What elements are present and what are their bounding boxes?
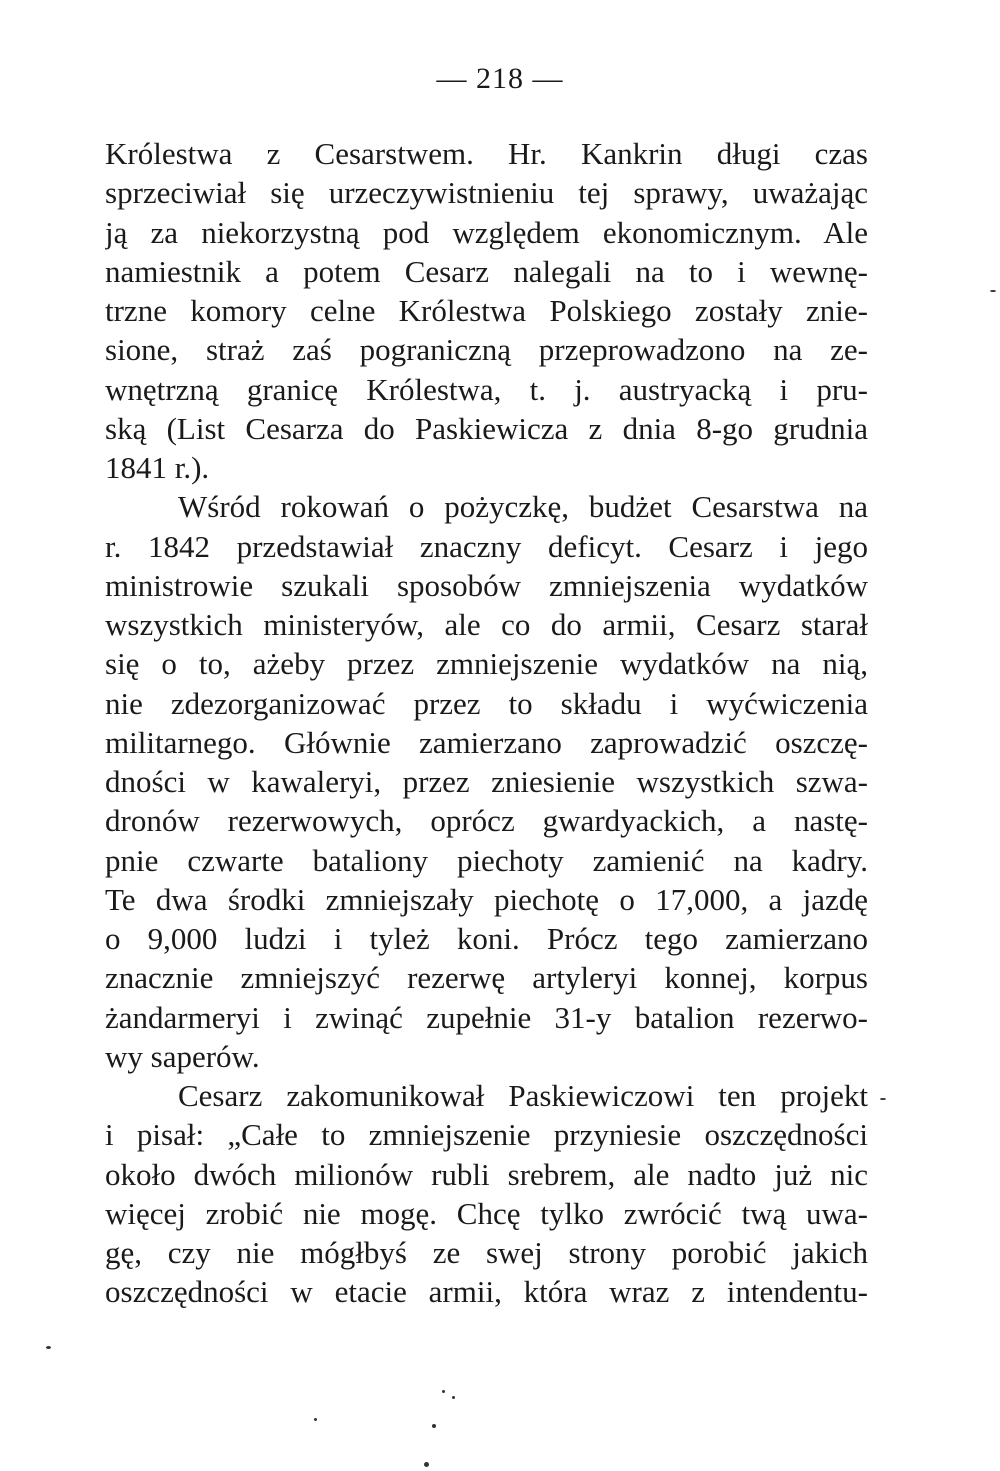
text-line: więcej zrobić nie mogę. Chcę tylko zwrócić twą uwa-	[105, 1196, 868, 1231]
text-line: znacznie zmniejszyć rezerwę artyleryi konnej, korpus	[105, 960, 868, 995]
text-line: nie zdezorganizować przez to składu i wyćwiczenia	[105, 686, 868, 721]
text-line: żandarmeryi i zwinąć zupełnie 31-y batalion rezerwo-	[105, 1000, 868, 1035]
text-line: gę, czy nie mógłbyś ze swej strony porobić jakich	[105, 1235, 868, 1270]
text-line: wszystkich ministeryów, ale co do armii, Cesarz starał	[105, 607, 868, 642]
text-line: militarnego. Głównie zamierzano zaprowadzić oszczę-	[105, 725, 868, 760]
text-line: 1841 r.).	[105, 450, 210, 485]
text-line: pnie czwarte bataliony piechoty zamienić na kadry.	[105, 843, 868, 878]
ink-speck	[442, 1390, 445, 1393]
text-line: wy saperów.	[105, 1039, 260, 1074]
text-line: r. 1842 przedstawiał znaczny deficyt. Cesarz i jego	[105, 529, 868, 564]
text-line: się o to, ażeby przez zmniejszenie wydatków na nią,	[105, 646, 868, 681]
text-line: sprzeciwiał się urzeczywistnieniu tej sprawy, uważając	[105, 175, 868, 210]
text-line: wnętrzną granicę Królestwa, t. j. austryacką i pru-	[105, 372, 868, 407]
text-line: około dwóch milionów rubli srebrem, ale nadto już nic	[105, 1157, 868, 1192]
text-line: Wśród rokowań o pożyczkę, budżet Cesarstwa na	[178, 489, 868, 524]
text-line: i pisał: „Całe to zmniejszenie przyniesie oszczędności	[105, 1117, 868, 1152]
text-line: ją za niekorzystną pod względem ekonomicznym. Ale	[105, 215, 868, 250]
text-line: ską (List Cesarza do Paskiewicza z dnia 8-go grudnia	[105, 411, 868, 446]
text-line: Te dwa środki zmniejszały piechotę o 17,000, a jazdę	[105, 882, 868, 917]
ink-speck	[452, 1396, 455, 1399]
page-number: — 218 —	[436, 62, 564, 95]
text-line: dronów rezerwowych, oprócz gwardyackich, a nastę-	[105, 803, 868, 838]
text-line: oszczędności w etacie armii, która wraz z intendentu-	[105, 1274, 868, 1309]
text-line: sione, straż zaś pograniczną przeprowadzono na ze-	[105, 332, 868, 367]
text-line: Cesarz zakomunikował Paskiewiczowi ten projekt	[178, 1078, 868, 1113]
ink-speck	[990, 290, 996, 292]
ink-speck	[424, 1462, 429, 1467]
ink-speck	[880, 1098, 886, 1100]
text-line: o 9,000 ludzi i tyleż koni. Prócz tego zamierzano	[105, 921, 868, 956]
text-line: dności w kawaleryi, przez zniesienie wszystkich szwa-	[105, 764, 868, 799]
ink-speck	[432, 1424, 436, 1428]
ink-speck	[314, 1418, 317, 1421]
ink-speck	[46, 1346, 51, 1349]
text-line: trzne komory celne Królestwa Polskiego zostały znie-	[105, 293, 868, 328]
text-line: namiestnik a potem Cesarz nalegali na to i wewnę-	[105, 254, 868, 289]
text-line: ministrowie szukali sposobów zmniejszenia wydatków	[105, 568, 868, 603]
text-line: Królestwa z Cesarstwem. Hr. Kankrin długi czas	[105, 136, 868, 171]
